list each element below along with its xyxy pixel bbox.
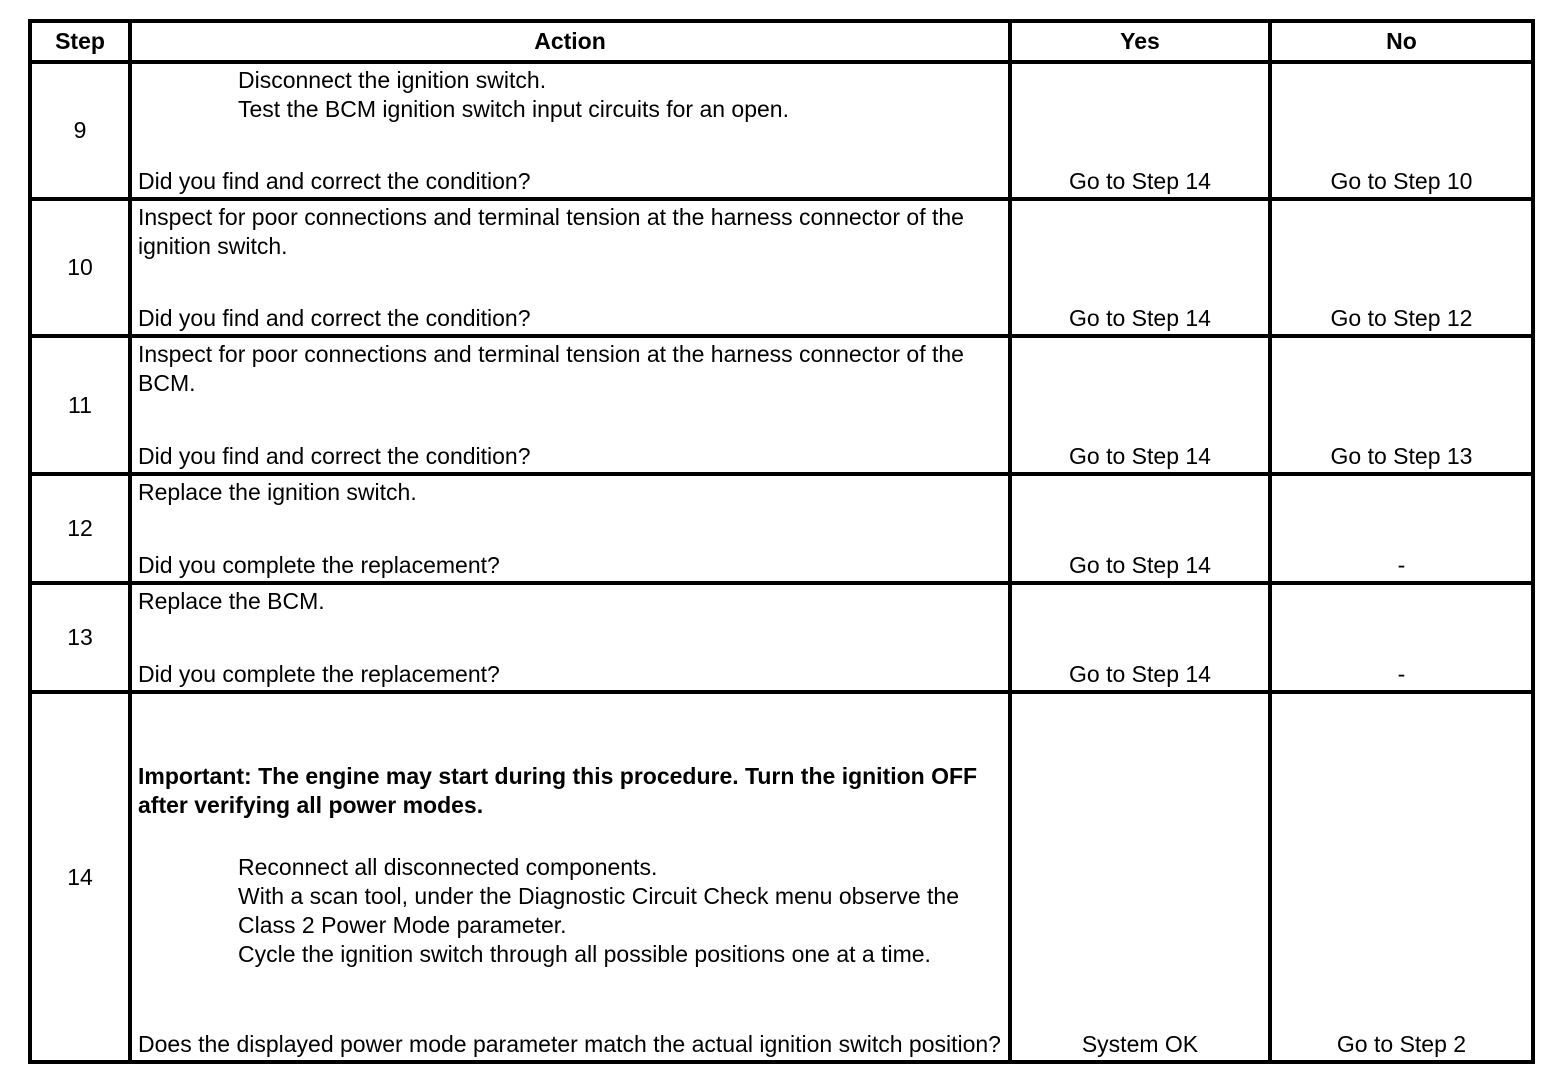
action-line: Reconnect all disconnected components. (238, 854, 658, 880)
action-text (138, 66, 1002, 167)
no-outcome: Go to Step 2 (1270, 692, 1533, 1062)
action-cell (130, 199, 1010, 336)
action-text: Replace the ignition switch. (138, 479, 417, 505)
no-outcome: Go to Step 10 (1270, 62, 1533, 199)
step-number: 13 (30, 583, 130, 692)
yes-outcome: Go to Step 14 (1010, 583, 1270, 692)
action-text (138, 696, 1002, 1030)
action-question: Did you find and correct the condition? (138, 305, 531, 331)
header-row (30, 21, 1533, 62)
action-question: Does the displayed power mode parameter match the actual ignition switch position? (138, 1031, 1001, 1057)
diagnostic-table (28, 19, 1535, 1064)
action-cell (130, 692, 1010, 1062)
action-cell (130, 336, 1010, 474)
header-step: Step (30, 21, 130, 62)
step-number: 11 (30, 336, 130, 474)
important-note: Important: The engine may start during this procedure. Turn the ignition OFF after verifying all power modes. (138, 763, 978, 818)
table-row (30, 474, 1533, 583)
table-row (30, 583, 1533, 692)
no-outcome: - (1270, 474, 1533, 583)
action-line: With a scan tool, under the Diagnostic Circuit Check menu observe the Class 2 Power Mode parameter. (238, 883, 960, 938)
no-outcome: Go to Step 13 (1270, 336, 1533, 474)
action-text: Inspect for poor connections and terminal tension at the harness connector of the BCM. (138, 341, 964, 396)
action-text: Inspect for poor connections and terminal tension at the harness connector of the ignition switch. (138, 204, 964, 259)
action-cell (130, 583, 1010, 692)
action-question: Did you find and correct the condition? (138, 443, 531, 469)
action-question: Did you complete the replacement? (138, 552, 500, 578)
action-steps (138, 853, 1002, 969)
action-question: Did you complete the replacement? (138, 661, 500, 687)
action-line: Test the BCM ignition switch input circuits for an open. (238, 96, 789, 122)
table-row (30, 336, 1533, 474)
action-cell (130, 62, 1010, 199)
no-outcome: - (1270, 583, 1533, 692)
step-number: 14 (30, 692, 130, 1062)
yes-outcome: System OK (1010, 692, 1270, 1062)
yes-outcome: Go to Step 14 (1010, 474, 1270, 583)
no-outcome: Go to Step 12 (1270, 199, 1533, 336)
step-number: 12 (30, 474, 130, 583)
header-yes: Yes (1010, 21, 1270, 62)
step-number: 10 (30, 199, 130, 336)
table-row (30, 199, 1533, 336)
header-no: No (1270, 21, 1533, 62)
action-cell (130, 474, 1010, 583)
yes-outcome: Go to Step 14 (1010, 62, 1270, 199)
yes-outcome: Go to Step 14 (1010, 199, 1270, 336)
action-line: Cycle the ignition switch through all possible positions one at a time. (238, 941, 931, 967)
table-row (30, 62, 1533, 199)
table-row (30, 692, 1533, 1062)
step-number: 9 (30, 62, 130, 199)
action-line: Disconnect the ignition switch. (238, 67, 547, 93)
action-question: Did you find and correct the condition? (138, 168, 531, 194)
yes-outcome: Go to Step 14 (1010, 336, 1270, 474)
header-action: Action (130, 21, 1010, 62)
action-text: Replace the BCM. (138, 588, 325, 614)
